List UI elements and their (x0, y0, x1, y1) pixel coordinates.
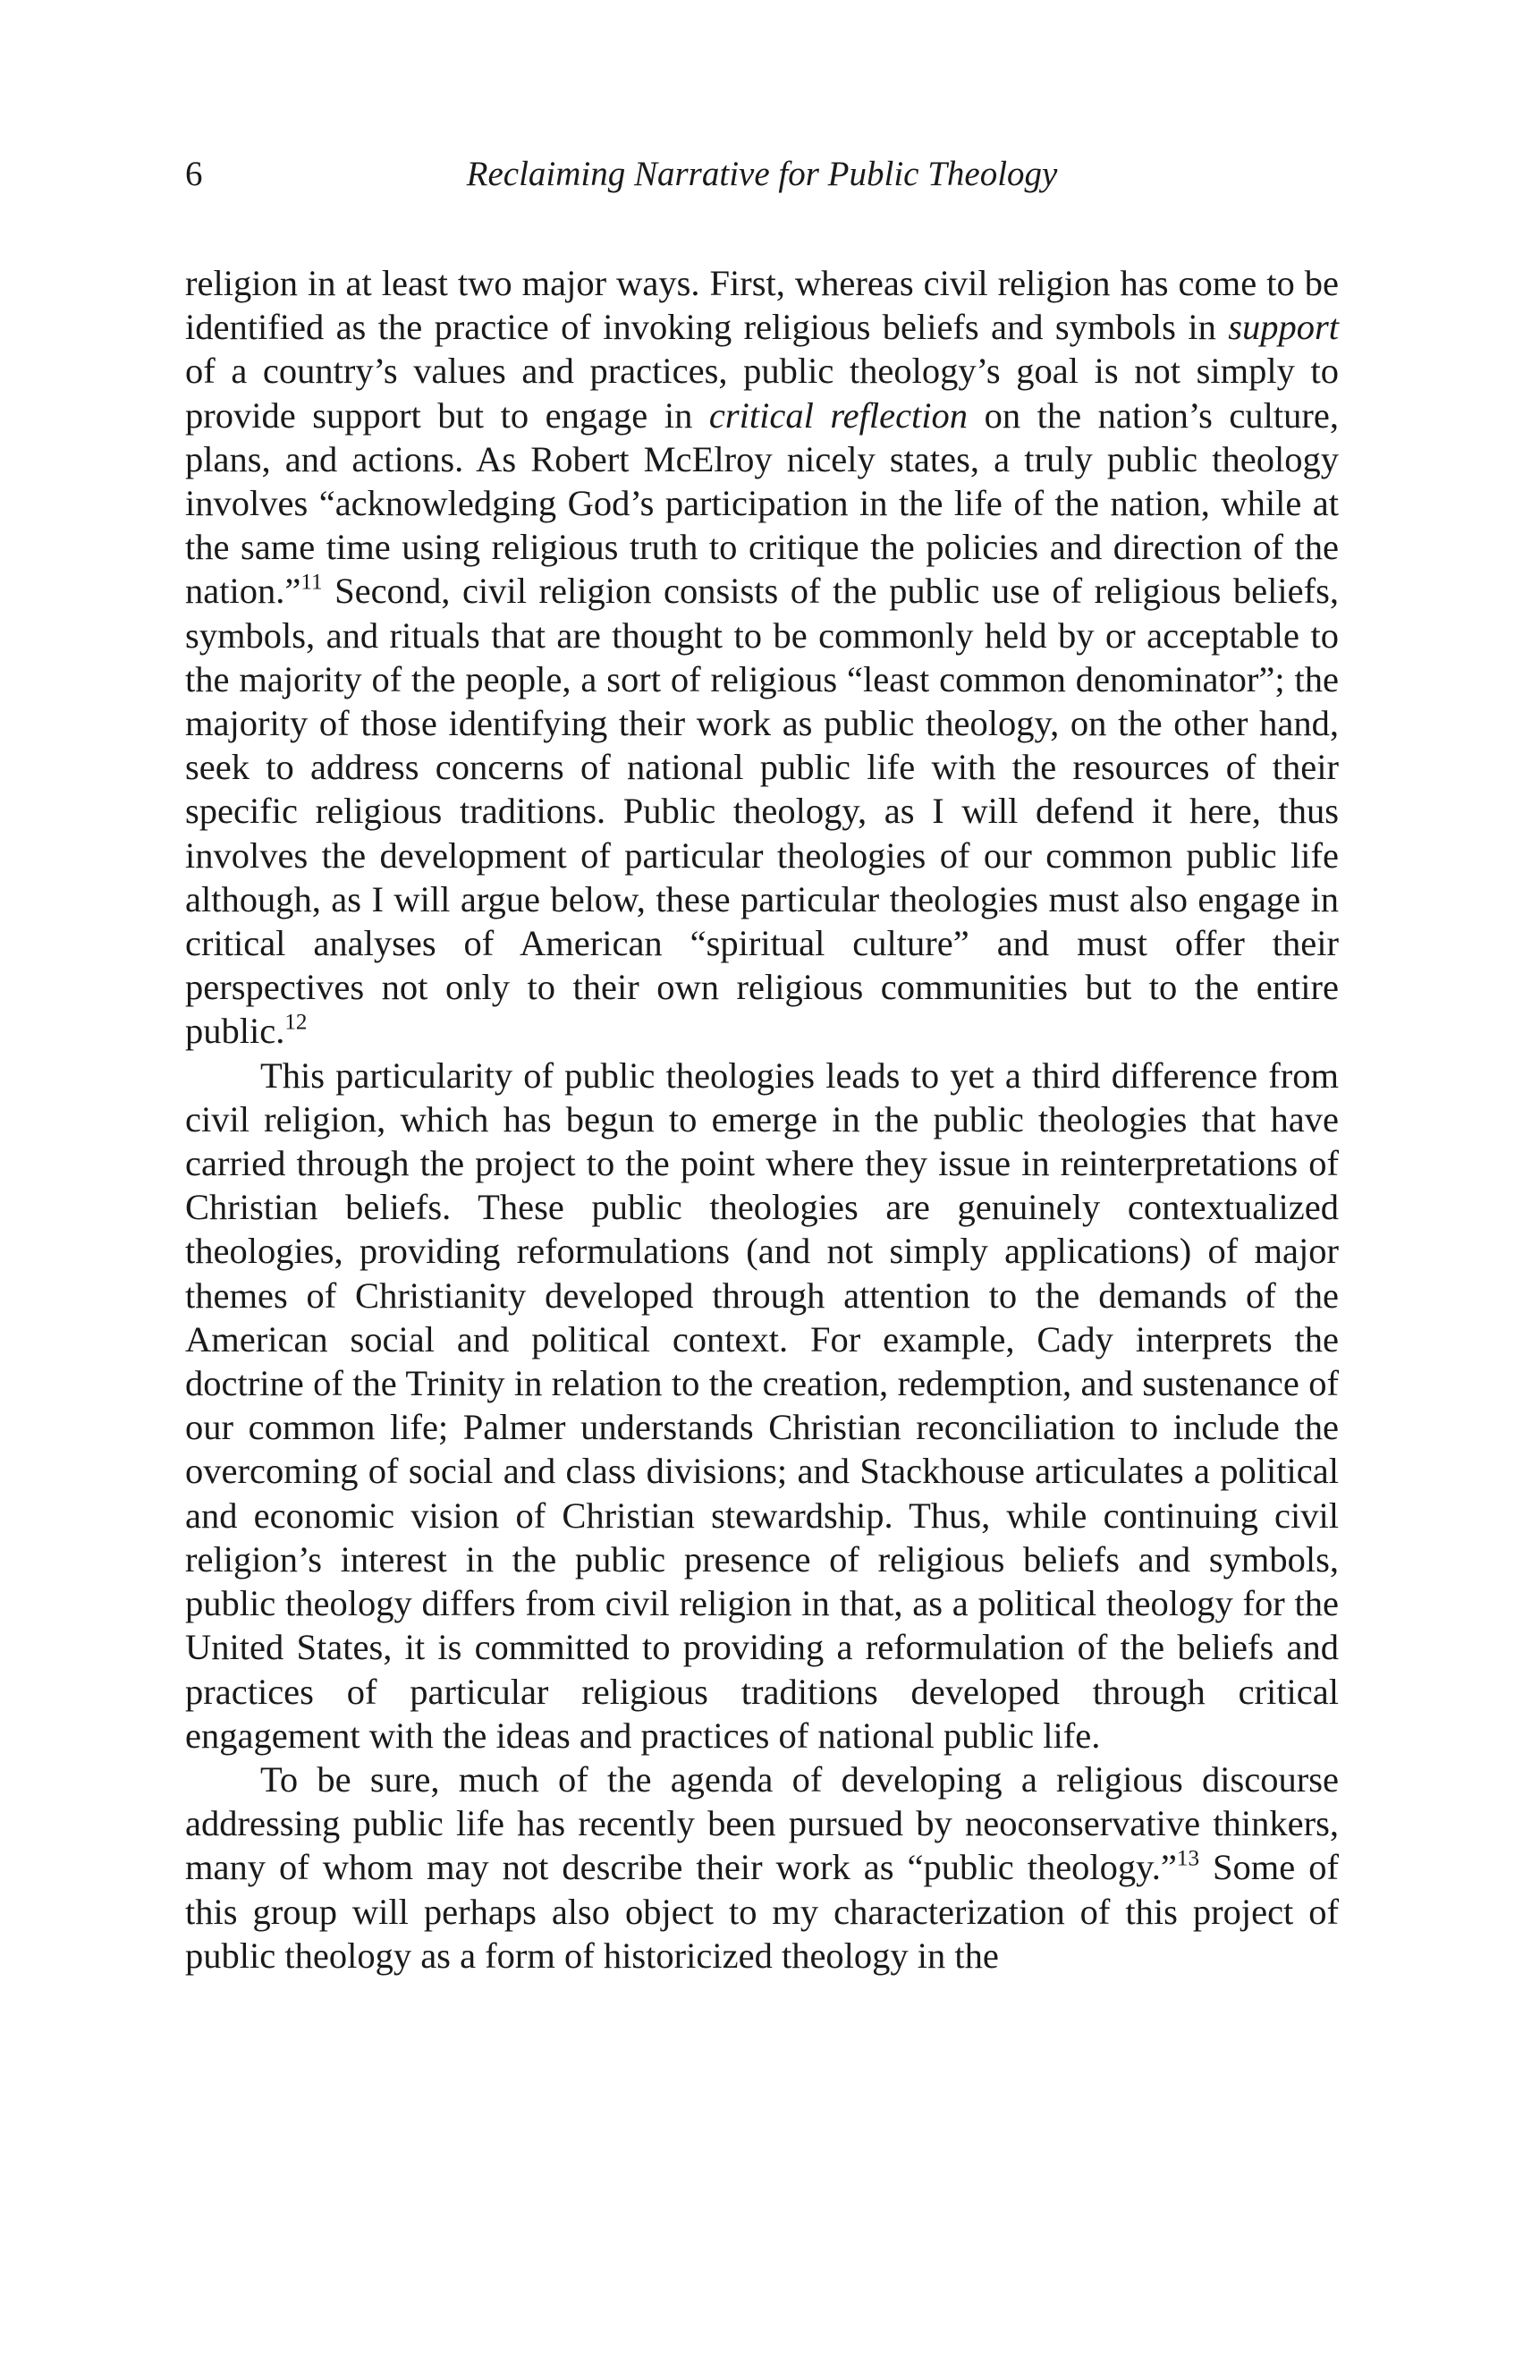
page-number: 6 (185, 155, 203, 193)
text-run: Second, civil religion consists of the public use of religious beliefs, symbols, and rituals that are thought to be commonly held by or acceptable to the majority of the people, a sort of religious “least common denominator”; the majority of those identifying their work as public theology, on the other hand, seek to address concerns of national public life with the resources of their specific religious traditions. Public theology, as I will defend it here, thus involves the development of particular theologies of our common public life although, as I will argue below, these particular theologies must also engage in critical analyses of American “spiritual culture” and must offer their perspectives not only to their own religious communities but to the entire public. (185, 571, 1339, 1052)
text-run: Some of this group will perhaps also object to my characterization of this project of public theology as a form of historicized theology in the (185, 1847, 1339, 1976)
text-run: of a country’s values and practices, public theology’s goal is not simply to provide support but to engage in (185, 351, 1339, 436)
paragraph (185, 1757, 1339, 1978)
text-run: on the nation’s culture, plans, and actions. As Robert McElroy nicely states, a truly public theology involves “acknowledging God’s participation in the life of the nation, while at the same time using religious truth to critique the policies and direction of the nation.” (185, 394, 1339, 612)
text-run: religion in at least two major ways. First, whereas civil religion has come to be identified as the practice of invoking religious beliefs and symbols in (185, 263, 1339, 348)
text-run: To be sure, much of the agenda of developing a religious discourse addressing public life has recently been pursued by neoconservative thinkers, many of whom may not describe their work as “public theology.” (185, 1758, 1339, 1888)
italic-emphasis: critical reflection (708, 394, 969, 436)
italic-emphasis: support (1228, 307, 1339, 348)
footnote-marker: 13 (1176, 1846, 1200, 1871)
paragraph (185, 261, 1339, 1054)
running-head (185, 152, 1339, 197)
body-text (185, 261, 1339, 1978)
text-run: This particularity of public theologies leads to yet a third difference from civil religion, which has begun to emerge in the public theologies that have carried through the project to the point where they issue in reinterpretations of Christian beliefs. These public theologies are genuinely contextualized theologies, providing reformulations (and not simply applications) of major themes of Christianity developed through attention to the demands of the American social and political context. For example, Cady interprets the doctrine of the Trinity in relation to the creation, redemption, and sustenance of our common life; Palmer understands Christian reconciliation to include the overcoming of social and class divisions; and Stackhouse articulates a political and economic vision of Christian stewardship. Thus, while continuing civil religion’s interest in the public presence of religious beliefs and symbols, public theology differs from civil religion in that, as a political theology for the United States, it is committed to providing a reformulation of the beliefs and practices of particular religious traditions developed through critical engagement with the ideas and practices of national public life. (185, 1054, 1339, 1756)
footnote-marker: 11 (300, 570, 323, 595)
paragraph (185, 1054, 1339, 1757)
footnote-marker: 12 (284, 1010, 308, 1035)
running-title: Reclaiming Narrative for Public Theology (466, 155, 1058, 193)
